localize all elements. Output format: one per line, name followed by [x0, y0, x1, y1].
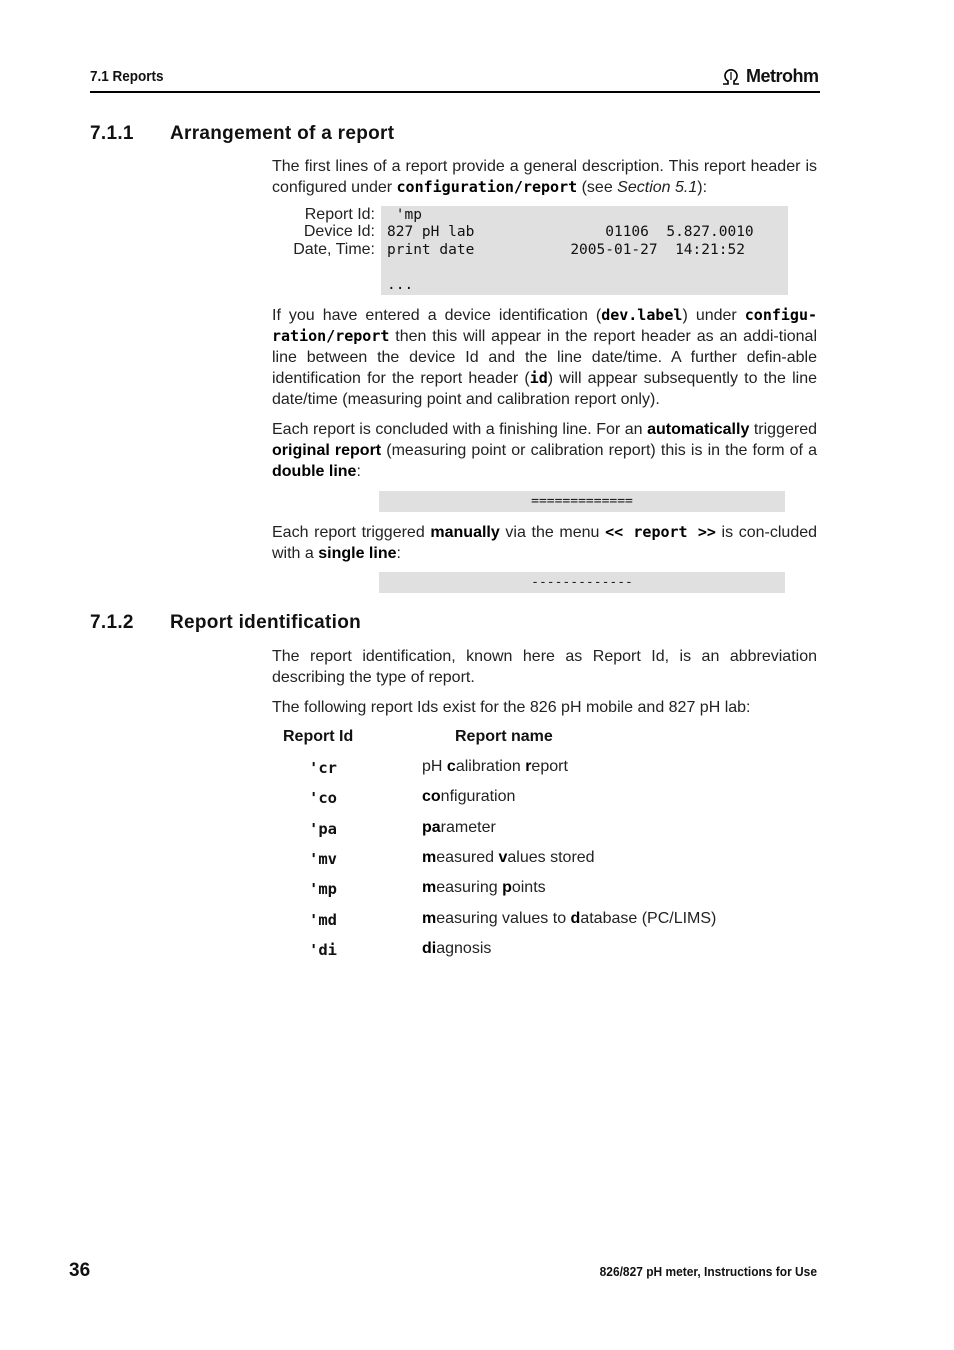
paragraph: The first lines of a report provide a general description. This report header is configured under configuration/report (see Section 5.1): [272, 158, 817, 196]
paragraph: The report identification, known here as Report Id, is an abbreviation describing the type of report. [272, 648, 817, 686]
code-line: print date 2005-01-27 14:21:52 [387, 242, 745, 258]
section-number: 7.1.1 [90, 123, 134, 144]
report-name: pH calibration report [422, 758, 568, 775]
paragraph: The following report Ids exist for the 826 pH mobile and 827 pH lab: [272, 699, 751, 716]
report-name: measuring values to database (PC/LIMS) [422, 910, 717, 927]
section-number: 7.1.2 [90, 612, 134, 633]
report-name: configuration [422, 788, 516, 805]
header-rule [90, 91, 820, 93]
report-label: Device Id: [303, 223, 375, 240]
brand-name: Metrohm [746, 66, 819, 86]
table-header-name: Report name [455, 728, 553, 745]
paragraph: If you have entered a device identification (dev.label) under configu-ration/report then this will appear in the report header as an addi-tional line between the device Id and the line date/time. A further defin-able identification for the report header (id) will appear subsequently to the line date/time (measuring point and calibration report only). [272, 306, 818, 408]
page-number: 36 [69, 1260, 91, 1281]
code-line: 827 pH lab 01106 5.827.0010 [387, 224, 754, 240]
section-title: Report identification [170, 612, 362, 633]
code-line: 'mp [387, 207, 422, 223]
report-label: Date, Time: [293, 241, 375, 258]
report-id-code: 'mv [309, 850, 337, 868]
code-line: ... [387, 277, 414, 293]
omega-logo-icon [720, 68, 742, 86]
section-title: Arrangement of a report [170, 123, 395, 144]
report-name: parameter [422, 819, 496, 836]
brand-logo [720, 66, 819, 87]
report-id-code: 'pa [309, 820, 337, 838]
report-label: Report Id: [304, 206, 375, 223]
report-name: measuring points [422, 879, 546, 896]
report-id-code: 'di [309, 941, 337, 959]
report-id-code: 'md [309, 911, 337, 929]
single-line-example: ------------- [379, 572, 785, 593]
report-name: measured values stored [422, 849, 595, 866]
report-id-code: 'cr [309, 759, 337, 777]
report-header-example [381, 206, 788, 295]
footer-title: 826/827 pH meter, Instructions for Use [599, 1264, 817, 1279]
paragraph: Each report is concluded with a finishing line. For an automatically triggered original report (measuring point or calibration report) this is in the form of a double line: [272, 421, 818, 480]
report-name: diagnosis [422, 940, 492, 957]
report-id-code: 'mp [309, 880, 337, 898]
running-header-section: 7.1 Reports [90, 68, 164, 85]
paragraph: Each report triggered manually via the menu << report >> is con-cluded with a single line: [272, 523, 818, 562]
table-header-id: Report Id [283, 728, 354, 745]
double-line-example: ============= [379, 491, 785, 512]
report-id-code: 'co [309, 789, 337, 807]
